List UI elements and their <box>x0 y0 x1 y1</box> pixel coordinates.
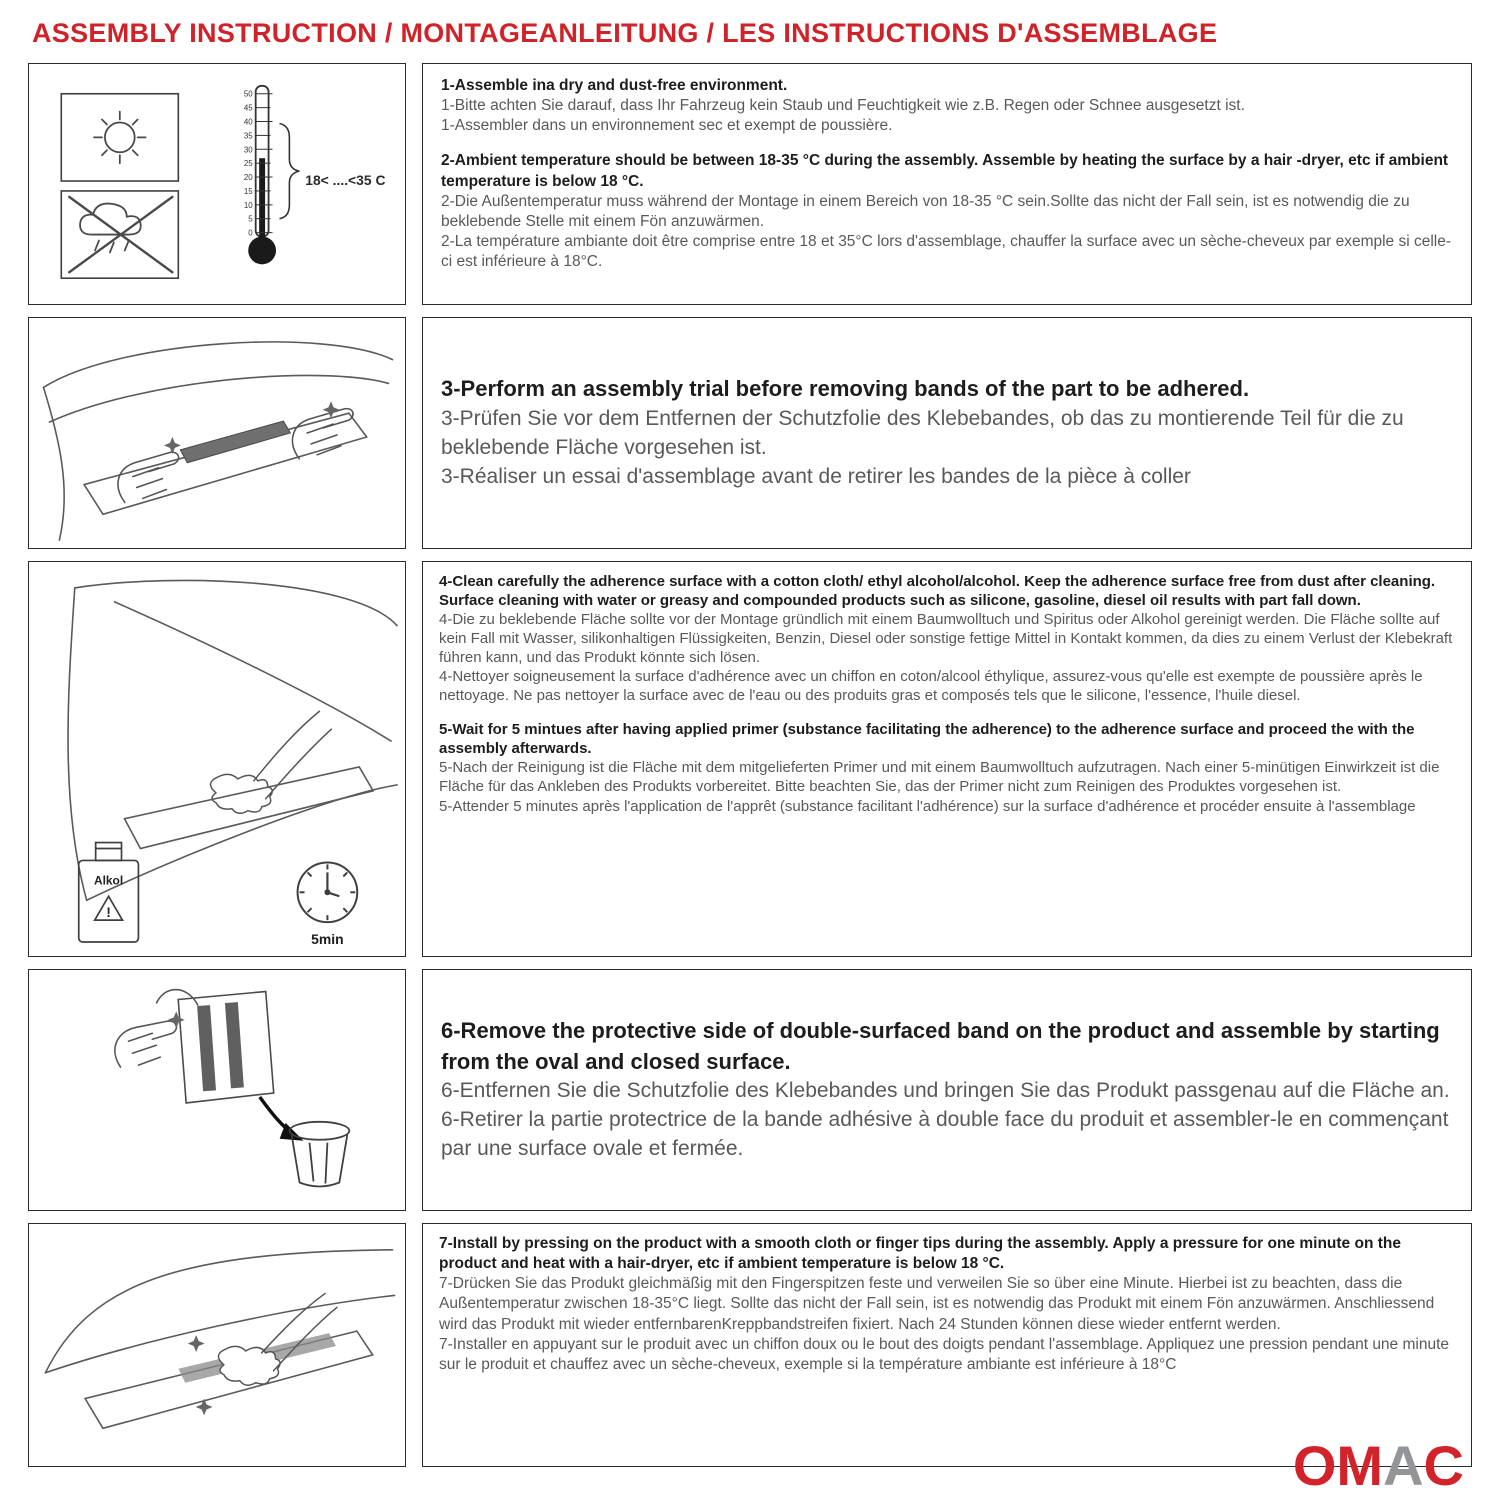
illustration-press-install <box>28 1223 406 1467</box>
step7-de: 7-Drücken Sie das Produkt gleichmäßig mit den Fingerspitzen feste und verweilen Sie so über eine Minute. Hierbei ist zu beachten, dass die Außentemperatur zwischen 18-35°C liegt. Sollte das nicht der Fall sein, ist es notwendig das Produkt mit einem Fön anzuwärmen. Anschliessend wird das Produkt mit wieder entfernbarenKreppbandstreifen fixiert. Nach 24 Stunden können diese wieder entfernt werden. <box>439 1275 1435 1333</box>
step3-fr: 3-Réaliser un essai d'assemblage avant de retirer les bandes de la pièce à coller <box>441 464 1191 488</box>
logo-a: A <box>1383 1434 1424 1497</box>
illustration-cleaning <box>28 561 406 957</box>
scale-30: 30 <box>243 145 253 155</box>
step6-fr: 6-Retirer la partie protectrice de la bande adhésive à double face du produit et assembler-le en commençant par une surface ovale et fermée. <box>441 1107 1449 1160</box>
step2-en: 2-Ambient temperature should be between 18-35 °C during the assembly. Assemble by heating the surface by a hair -dryer, etc if ambient temperature is below 18 °C. <box>441 152 1449 190</box>
step2-de: 2-Die Außentemperatur muss während der Montage in einem Bereich von 18-35 °C sein.Sollte das nicht der Fall sein, ist es notwendig die zu beklebende Stelle mit einem Fön anzuwärmen. <box>441 192 1410 230</box>
logo-c: C <box>1423 1434 1464 1497</box>
step5-fr: 5-Attender 5 minutes après l'application de l'apprêt (substance facilitant l'adhérence) sur la surface d'adhérence et procéder ensuite à l'assemblage <box>439 797 1416 815</box>
temperature-range-label: 18< ....<35 C <box>305 171 386 188</box>
range-bracket <box>279 124 299 219</box>
environment-illustration <box>29 64 405 304</box>
step3-en: 3-Perform an assembly trial before removing bands of the part to be adhered. <box>441 376 1250 402</box>
step5-de: 5-Nach der Reinigung ist die Fläche mit dem mitgelieferten Primer und mit einem Baumwolltuch aufzutragen. Nach einer 5-minütigen Einwirkzeit ist die Fläche für das Ankleben des Produkts vorbereitet. Bitte beachten Sie, das der Primer nicht zum Reinigen des Produktes vorgesehen ist. <box>439 759 1440 796</box>
scale-50: 50 <box>243 89 253 99</box>
alcohol-bottle-icon <box>79 843 139 942</box>
scale-20: 20 <box>243 173 253 183</box>
step-4-5-text <box>422 561 1472 957</box>
clock-icon <box>298 862 358 922</box>
step-3-text <box>422 317 1472 549</box>
step4-fr: 4-Nettoyer soigneusement la surface d'adhérence avec un chiffon en coton/alcool éthylique, assurez-vous qu'elle est exempte de poussière après le nettoyage. Ne pas nettoyer la surface avec de l'eau ou des produits gras et composés tels que le silicone, l'essence, l'huile diesel. <box>439 668 1423 705</box>
scale-5: 5 <box>248 214 253 224</box>
step-row-1 <box>28 63 1472 305</box>
logo-om: OM <box>1292 1434 1384 1497</box>
step-7-text <box>422 1223 1472 1467</box>
step-row-5 <box>28 1223 1472 1467</box>
illustration-assembly-trial <box>28 317 406 549</box>
adhesive-band <box>225 1002 244 1088</box>
step1-fr: 1-Assembler dans un environnement sec et exempt de poussière. <box>441 117 893 135</box>
trash-icon <box>290 1122 350 1187</box>
scale-25: 25 <box>243 159 253 169</box>
step2-fr: 2-La température ambiante doit être comprise entre 18 et 35°C lors d'assemblage, chauffer la surface avec un sèche-cheveux par exemple si celle-ci est inférieure à 18°C. <box>441 232 1452 271</box>
sparkle-icon <box>164 437 181 454</box>
press-install-illustration <box>29 1224 405 1466</box>
illustration-remove-band <box>28 969 406 1211</box>
step7-en: 7-Install by pressing on the product with a smooth cloth or finger tips during the assembly. Apply a pressure for one minute on the product and heat with a hair-dryer, etc if ambient temperature is below 18 °C. <box>439 1235 1401 1273</box>
adhesive-band <box>197 1005 216 1091</box>
scale-15: 15 <box>243 186 253 196</box>
scale-0: 0 <box>248 228 253 238</box>
step-row-4 <box>28 969 1472 1211</box>
no-rain-icon <box>69 197 172 272</box>
scale-45: 45 <box>243 103 253 113</box>
peeled-film <box>156 990 198 1006</box>
step6-en: 6-Remove the protective side of double-surfaced band on the product and assemble by starting from the oval and closed surface. <box>441 1018 1440 1074</box>
omac-logo <box>1292 1434 1464 1497</box>
step3-de: 3-Prüfen Sie vor dem Entfernen der Schutzfolie des Klebebandes, ob das zu montierende Teil für die zu beklebende Fläche vorgesehen ist. <box>441 406 1404 459</box>
step-1-2-text <box>422 63 1472 305</box>
step-6-text <box>422 969 1472 1211</box>
sparkle-icon <box>188 1335 205 1352</box>
step1-de: 1-Bitte achten Sie darauf, dass Ihr Fahrzeug kein Staub und Feuchtigkeit wie z.B. Regen oder Schnee ausgesetzt ist. <box>441 97 1245 115</box>
clock-label: 5min <box>311 931 344 948</box>
scale-40: 40 <box>243 117 253 127</box>
trim-strip <box>180 421 290 463</box>
right-hand <box>292 409 353 459</box>
step4-en: 4-Clean carefully the adherence surface with a cotton cloth/ ethyl alcohol/alcohol. Keep the adherence surface free from dust after cleaning. Surface cleaning with water or greasy and compounded products such as silicone, gasoline, diesel oil results with part fall down. <box>439 573 1436 610</box>
step6-de: 6-Entfernen Sie die Schutzfolie des Klebebandes und bringen Sie das Produkt passgenau auf die Fläche an. <box>441 1078 1450 1102</box>
remove-band-illustration <box>29 970 405 1210</box>
instruction-rows <box>0 59 1500 1467</box>
step-row-2 <box>28 317 1472 549</box>
step1-en: 1-Assemble ina dry and dust-free environment. <box>441 77 788 94</box>
warning-exclamation: ! <box>106 904 111 921</box>
step4-de: 4-Die zu beklebende Fläche sollte vor der Montage gründlich mit einem Baumwolltuch und Spiritus oder Alkohol gereinigt werden. Die Fläche sollte auf kein Fall mit Wasser, silikonhaltigen Flüssigkeiten, Benzin, Diesel oder sonstige fettige Mittel in Kontakt kommen, da dies zu einem Verlust der Klebekraft führen kann, und das Produkt könnte sich lösen. <box>439 611 1453 667</box>
alcohol-bottle-label: Alkol <box>93 873 124 888</box>
step7-fr: 7-Installer en appuyant sur le produit avec un chiffon doux ou le bout des doigts pendant l'assemblage. Appliquez une pression pendant une minute sur le produit et chauffez avec un sèche-cheveux, exemple si la température ambiante est inférieure à 18°C <box>439 1335 1450 1373</box>
hand <box>115 1021 177 1067</box>
page-title: ASSEMBLY INSTRUCTION / MONTAGEANLEITUNG / LES INSTRUCTIONS D'ASSEMBLAGE <box>32 18 1218 48</box>
step5-en: 5-Wait for 5 mintues after having applied primer (substance facilitating the adherence) to the adherence surface and proceed the with the assembly afterwards. <box>439 721 1415 758</box>
cleaning-illustration <box>29 562 405 956</box>
thermometer-icon <box>244 86 276 265</box>
sparkle-icon <box>168 1011 185 1028</box>
scale-10: 10 <box>243 200 253 210</box>
assembly-trial-illustration <box>29 318 405 548</box>
sparkle-icon <box>196 1399 213 1416</box>
sun-icon <box>94 112 146 164</box>
step-row-3 <box>28 561 1472 957</box>
scale-35: 35 <box>243 131 253 141</box>
cleaning-cloth <box>210 711 331 813</box>
illustration-environment <box>28 63 406 305</box>
